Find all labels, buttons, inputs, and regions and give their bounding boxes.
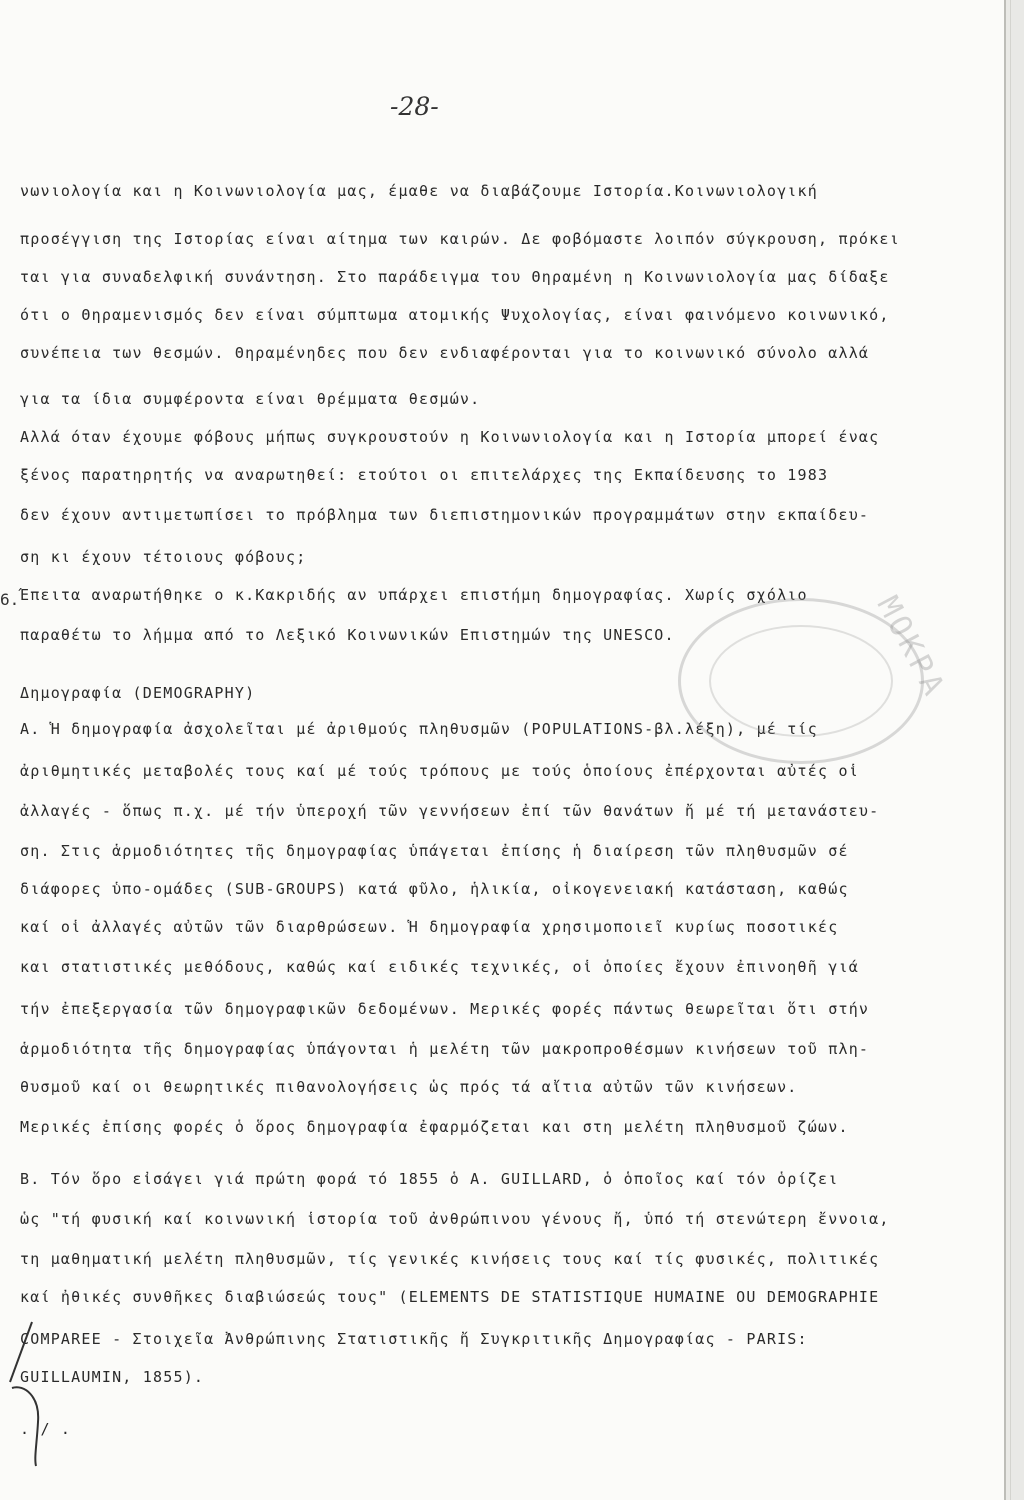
text-line: προσέγγιση της Ιστορίας είναι αίτημα των καιρών. Δε φοβόμαστε λοιπόν σύγκρουση, πρόκει bbox=[20, 230, 900, 248]
text-line: Μερικές ἐπίσης φορές ὁ ὅρος δημογραφία ἐφαρμόζεται και στη μελέτη πληθυσμοῦ ζώων. bbox=[20, 1118, 849, 1136]
text-line: Α. Ἡ δημογραφία ἀσχολεῖται μέ ἀριθμούς πληθυσμῶν (POPULATIONS-βλ.λέξη), μέ τίς bbox=[20, 720, 818, 738]
continuation-mark: . / . bbox=[20, 1420, 72, 1438]
section-heading: Δημογραφία (DEMOGRAPHY) bbox=[20, 684, 256, 702]
stamp-text: ΜΟΚΡΑ bbox=[869, 590, 953, 705]
text-line: Έπειτα αναρωτήθηκε ο κ.Κακριδής αν υπάρχει επιστήμη δημογραφίας. Χωρίς σχόλιο bbox=[20, 586, 808, 604]
text-line: ση. Στις ἁρμοδιότητες τῆς δημογραφίας ὑπάγεται ἐπίσης ἡ διαίρεση τῶν πληθυσμῶν σέ bbox=[20, 842, 849, 860]
text-line: παραθέτω το λήμμα από το Λεξικό Κοινωνικών Επιστημών της UNESCO. bbox=[20, 626, 675, 644]
text-line: θυσμοῦ καί οι θεωρητικές πιθανολογήσεις ὡς πρός τά αἴτια αὐτῶν τῶν κινήσεων. bbox=[20, 1078, 798, 1096]
text-line: ται για συναδελφική συνάντηση. Στο παράδειγμα του Θηραμένη η Κοινωνιολογία μας δίδαξε bbox=[20, 268, 890, 286]
text-line: Αλλά όταν έχουμε φόβους μήπως συγκρουστούν η Κοινωνιολογία και η Ιστορία μπορεί ένας bbox=[20, 428, 880, 446]
text-line: δεν έχουν αντιμετωπίσει το πρόβλημα των διεπιστημονικών προγραμμάτων στην εκπαίδευ- bbox=[20, 506, 870, 524]
text-line: για τα ίδια συμφέροντα είναι θρέμματα θεσμών. bbox=[20, 390, 481, 408]
page-number: -28- bbox=[390, 92, 439, 121]
margin-note: 6. bbox=[0, 590, 20, 609]
text-line: καί ἠθικές συνθῆκες διαβιώσεώς τους" (ELEMENTS DE STATISTIQUE HUMAINE OU DEMOGRAPHIE bbox=[20, 1288, 880, 1306]
text-line: ἀριθμητικές μεταβολές τους καί μέ τούς τρόπους με τούς ὁποίους ἐπέρχονται αὐτές οἱ bbox=[20, 762, 859, 780]
handwritten-margin-mark bbox=[4, 1318, 44, 1468]
text-line: ἀλλαγές - ὅπως π.χ. μέ τήν ὑπεροχή τῶν γεννήσεων ἐπί τῶν θανάτων ἤ μέ τή μετανάστευ- bbox=[20, 802, 880, 820]
text-line: τη μαθηματική μελέτη πληθυσμῶν, τίς γενικές κινήσεις τους καί τίς φυσικές, πολιτικές bbox=[20, 1250, 880, 1268]
text-line: ἁρμοδιότητα τῆς δημογραφίας ὑπάγονται ἡ μελέτη τῶν μακροπροθέσμων κινήσεων τοῦ πλη- bbox=[20, 1040, 870, 1058]
text-line: ση κι έχουν τέτοιους φόβους; bbox=[20, 548, 307, 566]
text-line: ότι ο Θηραμενισμός δεν είναι σύμπτωμα ατομικής Ψυχολογίας, είναι φαινόμενο κοινωνικό, bbox=[20, 306, 890, 324]
text-line: και στατιστικές μεθόδους, καθώς καί ειδικές τεχνικές, οἱ ὁποίες ἔχουν ἐπινοηθῆ γιά bbox=[20, 958, 859, 976]
text-line: καί οἱ ἀλλαγές αὐτῶν τῶν διαρθρώσεων. Ἡ δημογραφία χρησιμοποιεῖ κυρίως ποσοτικές bbox=[20, 918, 839, 936]
text-line: συνέπεια των θεσμών. Θηραμένηδες που δεν ενδιαφέρονται για το κοινωνικό σύνολο αλλά bbox=[20, 344, 870, 362]
text-line: ξένος παρατηρητής να αναρωτηθεί: ετούτοι οι επιτελάρχες της Εκπαίδευσης το 1983 bbox=[20, 466, 829, 484]
text-line: διάφορες ὑπο-ομάδες (SUB-GROUPS) κατά φῦλο, ἡλικία, οἰκογενειακή κατάσταση, καθώς bbox=[20, 880, 849, 898]
text-line: ὡς "τή φυσική καί κοινωνική ἱστορία τοῦ ἀνθρώπινου γένους ἤ, ὑπό τή στενώτερη ἔννοια, bbox=[20, 1210, 890, 1228]
text-line: Β. Τόν ὅρο εἰσάγει γιά πρώτη φορά τό 1855 ὁ A. GUILLARD, ὁ ὁποῖος καί τόν ὁρίζει bbox=[20, 1170, 839, 1188]
text-line: νωνιολογία και η Κοινωνιολογία μας, έμαθε να διαβάζουμε Ιστορία.Κοινωνιολογική bbox=[20, 182, 818, 200]
text-line: COMPAREE - Στοιχεῖα Ἀνθρώπινης Στατιστικῆς ἤ Συγκριτικῆς Δημογραφίας - PARIS: bbox=[20, 1330, 808, 1348]
text-line: τήν ἐπεξεργασία τῶν δημογραφικῶν δεδομένων. Μερικές φορές πάντως θεωρεῖται ὅτι στήν bbox=[20, 1000, 870, 1018]
text-line: GUILLAUMIN, 1855). bbox=[20, 1368, 205, 1386]
page-edge bbox=[1004, 0, 1024, 1500]
